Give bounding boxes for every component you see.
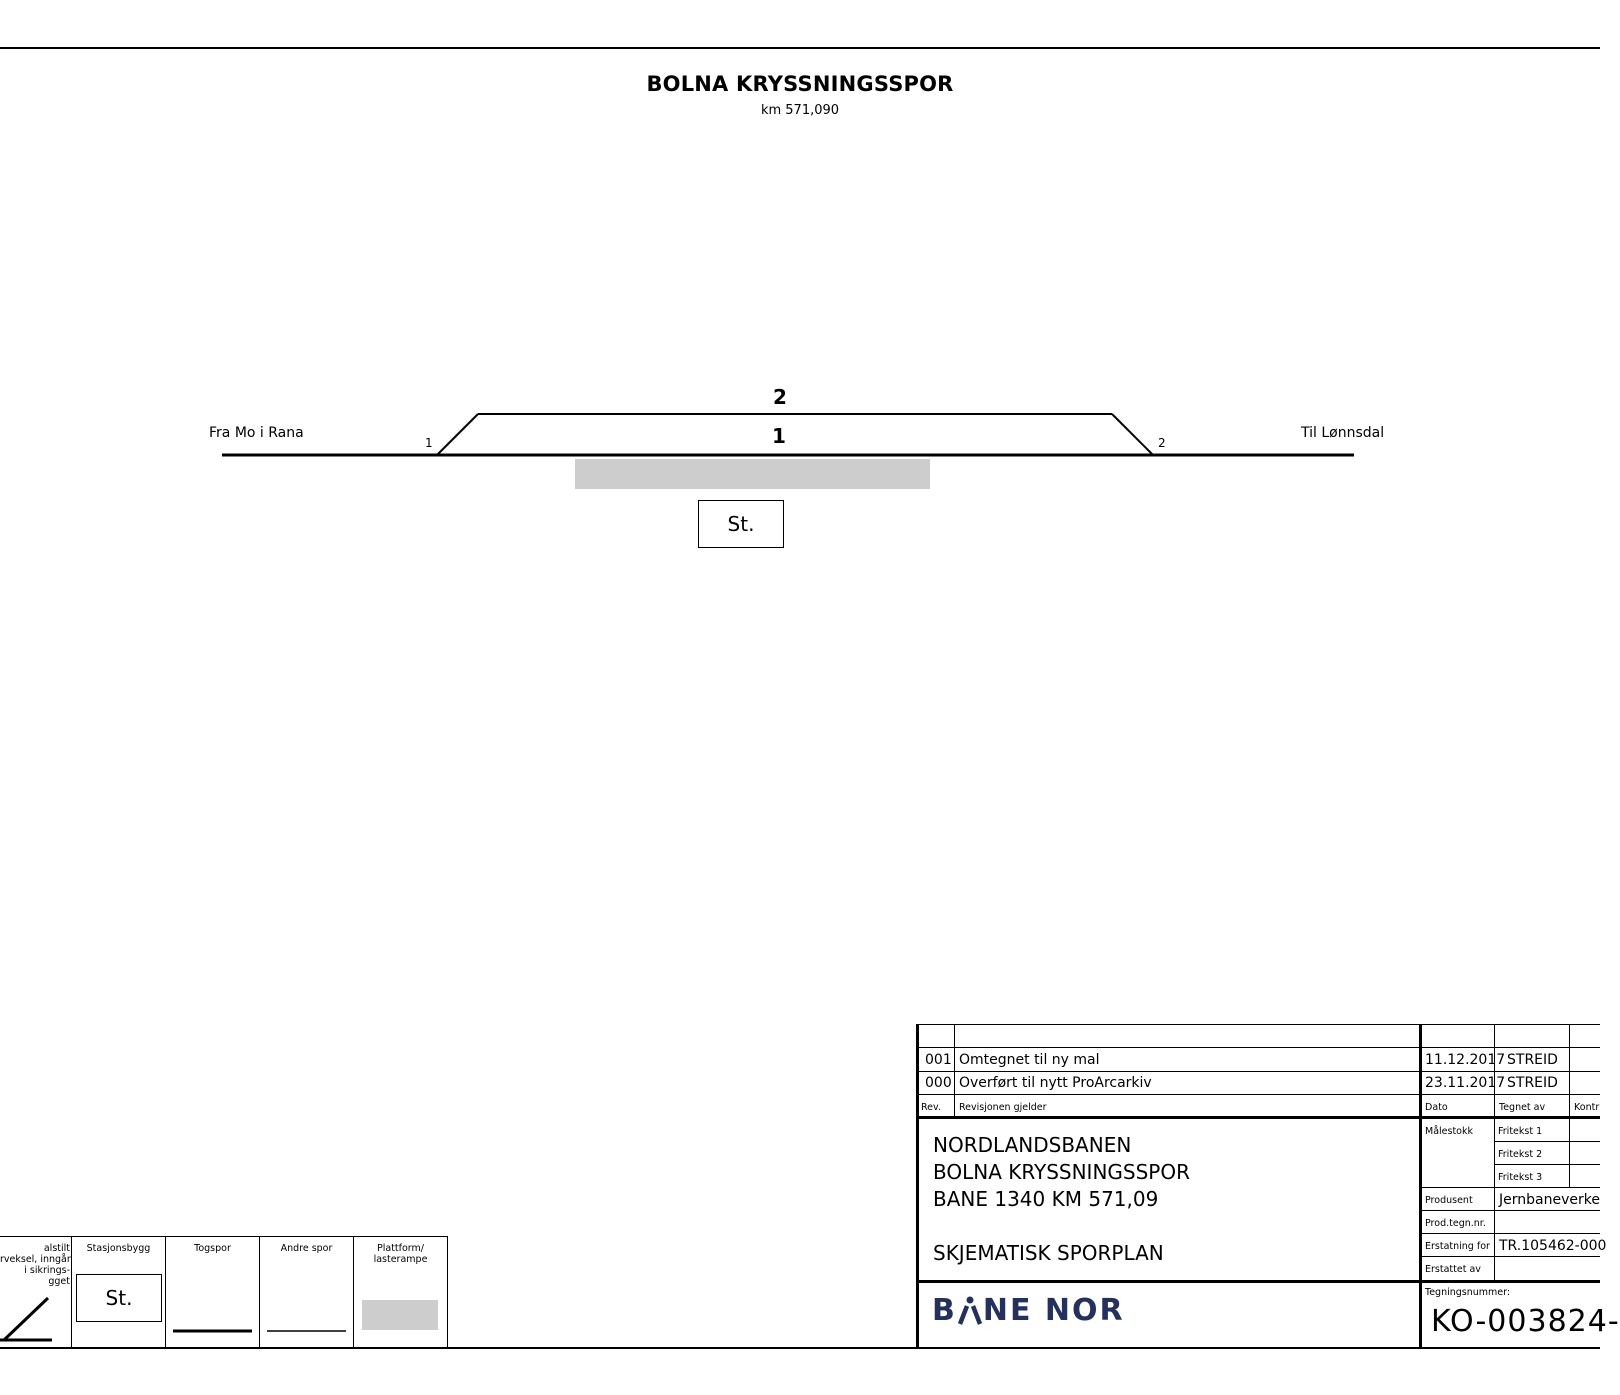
- from-label: Fra Mo i Rana: [209, 425, 304, 441]
- project-line-1: NORDLANDSBANEN: [933, 1133, 1132, 1157]
- grey-rect-icon: [362, 1300, 438, 1330]
- tb-col-line-thick: [1419, 1024, 1422, 1348]
- track-number-2: 2: [773, 385, 787, 409]
- station-box-icon: [76, 1274, 162, 1322]
- legend-item-other-track: [260, 1236, 354, 1348]
- legend-label: Stasjonsbygg: [86, 1243, 151, 1254]
- switch-right-connector: [1112, 414, 1153, 455]
- header-date: Dato: [1425, 1102, 1448, 1113]
- tb-row-line: [1421, 1233, 1600, 1234]
- rev-drawn-by: STREID: [1507, 1075, 1558, 1091]
- rev-description: Overført til nytt ProArcarkiv: [959, 1075, 1152, 1091]
- rev-number: 001: [925, 1052, 952, 1068]
- switch-number-right: 2: [1158, 436, 1166, 450]
- legend-item-platform: [354, 1236, 448, 1348]
- logo-text: NE NOR: [982, 1293, 1125, 1328]
- rev-date: 23.11.2017: [1425, 1075, 1506, 1091]
- station-building: [698, 500, 784, 548]
- header-checked: Kontr: [1574, 1102, 1600, 1113]
- rev-date: 11.12.2017: [1425, 1052, 1506, 1068]
- tb-row-line: [1421, 1256, 1600, 1257]
- switch-number-left: 1: [425, 436, 433, 450]
- tb-row-line-thick: [916, 1280, 1600, 1283]
- rev-drawn-by: STREID: [1507, 1052, 1558, 1068]
- track-diagram: [0, 0, 1600, 600]
- label-free-2: Fritekst 2: [1498, 1149, 1543, 1160]
- tb-top-border: [916, 1024, 1600, 1025]
- drawing-title: BOLNA KRYSSNINGSSPOR: [646, 72, 954, 96]
- label-replaces: Erstatning for: [1425, 1241, 1490, 1252]
- platform: [575, 459, 930, 489]
- project-line-3: BANE 1340 KM 571,09: [933, 1187, 1159, 1211]
- drawing-number: KO-003824-: [1431, 1304, 1620, 1339]
- legend-item-main-track: [166, 1236, 260, 1348]
- legend-label: Plattform/ lasterampe: [373, 1243, 428, 1265]
- tb-row-line: [1421, 1210, 1600, 1211]
- project-subject: SKJEMATISK SPORPLAN: [933, 1241, 1164, 1265]
- logo-letter-b: B: [932, 1293, 957, 1328]
- track-number-1: 1: [772, 424, 786, 448]
- producer-value: Jernbaneverke: [1499, 1192, 1600, 1208]
- header-rev: Rev.: [921, 1102, 941, 1113]
- tb-row-line: [916, 1094, 1600, 1095]
- title-block: [916, 1024, 1620, 1348]
- rev-description: Omtegnet til ny mal: [959, 1052, 1100, 1068]
- logo-a-mark-icon: [957, 1294, 983, 1324]
- switch-left-connector: [437, 414, 478, 455]
- legend-label: alstilt rveksel, inngår i sikrings- gget: [0, 1243, 71, 1287]
- label-scale: Målestokk: [1425, 1126, 1473, 1137]
- legend-item-station: [72, 1236, 166, 1348]
- tb-row-line: [1494, 1141, 1600, 1142]
- project-line-2: BOLNA KRYSSNINGSSPOR: [933, 1160, 1191, 1184]
- label-free-3: Fritekst 3: [1498, 1172, 1543, 1183]
- header-drawn-by: Tegnet av: [1499, 1102, 1546, 1113]
- bane-nor-logo: [932, 1293, 1125, 1328]
- station-label: St.: [727, 512, 755, 536]
- legend: [0, 1236, 448, 1348]
- header-description: Revisjonen gjelder: [959, 1102, 1047, 1113]
- tb-row-line: [1494, 1164, 1600, 1165]
- thick-line-icon: [166, 1326, 260, 1336]
- replaces-value: TR.105462-000: [1499, 1238, 1607, 1254]
- drawing-km: km 571,090: [760, 103, 840, 118]
- label-replaced-by: Erstattet av: [1425, 1264, 1481, 1275]
- legend-item-switch: [0, 1236, 72, 1348]
- label-producer: Produsent: [1425, 1195, 1473, 1206]
- tb-row-line: [916, 1071, 1600, 1072]
- legend-label: Andre spor: [280, 1243, 333, 1254]
- switch-symbol-icon: [0, 1286, 70, 1348]
- label-prod-no: Prod.tegn.nr.: [1425, 1218, 1486, 1229]
- tb-row-line: [1421, 1187, 1600, 1188]
- tb-left-border: [916, 1024, 919, 1348]
- thin-line-icon: [260, 1326, 354, 1336]
- tb-row-line-thick: [916, 1116, 1600, 1119]
- label-free-1: Fritekst 1: [1498, 1126, 1543, 1137]
- legend-label: Togspor: [194, 1243, 231, 1254]
- tb-row-line: [916, 1047, 1600, 1048]
- legend-station-label: St.: [105, 1286, 133, 1310]
- label-drawing-no: Tegningsnummer:: [1425, 1287, 1511, 1298]
- to-label: Til Lønnsdal: [1301, 425, 1385, 441]
- rev-number: 000: [925, 1075, 952, 1091]
- tb-col-line: [1569, 1024, 1570, 1187]
- tb-col-line: [954, 1024, 955, 1117]
